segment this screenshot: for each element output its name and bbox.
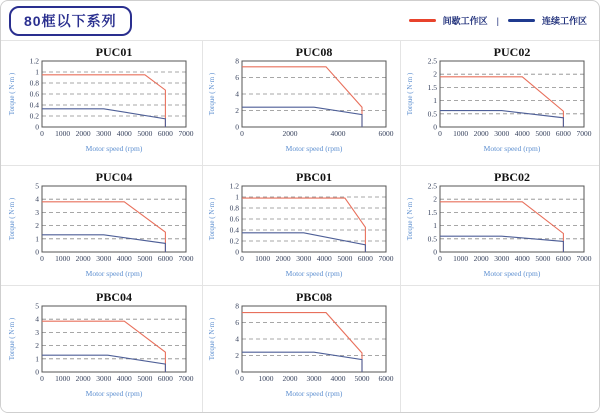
y-tick-label: 1.5 [427,82,437,92]
plot-border [440,61,584,127]
x-tick-label: 1000 [254,254,270,263]
chart-PBC02 [405,170,595,278]
plot-border [42,186,186,252]
chart-title: PBC08 [295,290,332,304]
x-tick-label: 1000 [54,254,70,263]
y-tick-label: 4 [234,334,239,344]
series-continuous [42,355,165,372]
y-tick-label: 2.5 [427,181,437,191]
y-tick-label: 2 [433,69,437,79]
x-tick-label: 7000 [178,129,193,138]
y-tick-label: 2 [34,341,39,351]
y-tick-label: 1 [433,221,437,231]
y-axis-label: Torque ( N·m ) [207,72,216,116]
legend-separator: | [496,15,499,26]
x-tick-label: 6000 [157,254,173,263]
y-tick-label: 4 [34,314,39,324]
x-tick-label: 2000 [473,129,489,138]
y-tick-label: 0.6 [229,214,239,224]
y-tick-label: 3 [34,327,39,337]
series-title-badge: 80框以下系列 [9,6,132,36]
x-tick-label: 5000 [136,254,152,263]
series-continuous [242,233,365,252]
x-tick-label: 2000 [282,374,297,383]
x-tick-label: 4000 [330,374,345,383]
chart-title: PBC01 [295,170,332,184]
chart-PBC08 [207,290,397,398]
y-tick-label: 1.2 [29,56,39,66]
chart-title: PBC02 [494,170,530,184]
y-tick-label: 4 [34,194,39,204]
y-tick-label: 2 [34,221,39,231]
x-tick-label: 3000 [306,374,321,383]
x-tick-label: 4000 [514,254,530,263]
x-tick-label: 0 [438,254,442,263]
chart-title: PBC04 [95,290,132,304]
x-tick-label: 5000 [136,374,152,383]
y-tick-label: 2 [234,106,239,115]
x-tick-label: 6000 [378,374,393,383]
x-tick-label: 4000 [316,254,332,263]
y-tick-label: 0 [433,247,437,257]
series-continuous [42,235,165,252]
x-tick-label: 4000 [514,129,530,138]
chart-title: PUC08 [295,45,332,59]
x-tick-label: 2000 [282,129,297,138]
y-tick-label: 2 [433,194,437,204]
chart-PUC02 [405,45,595,153]
chart-cell-PBC02 [401,166,599,286]
series-intermittent [242,67,362,127]
x-tick-label: 2000 [473,254,489,263]
y-tick-label: 0.2 [229,236,239,246]
y-tick-label: 0 [34,367,39,377]
x-tick-label: 0 [239,129,244,138]
x-tick-label: 0 [438,129,442,138]
legend-label-intermittent: 间歇工作区 [442,16,488,26]
x-tick-label: 0 [239,374,244,383]
x-axis-label: Motor speed (rpm) [85,389,142,398]
x-axis-label: Motor speed (rpm) [483,144,541,153]
x-axis-label: Motor speed (rpm) [285,144,342,153]
page-header [1,1,599,41]
x-tick-label: 2000 [275,254,291,263]
y-tick-label: 0.5 [427,234,437,244]
plot-border [440,186,584,252]
x-tick-label: 7000 [576,129,592,138]
y-tick-label: 0.6 [29,89,39,99]
y-tick-label: 0.8 [229,203,239,213]
y-tick-label: 8 [234,56,239,66]
x-tick-label: 7000 [178,374,193,383]
chart-PUC08 [207,45,397,153]
chart-title: PUC04 [95,170,132,184]
y-axis-label: Torque ( N·m ) [7,197,16,241]
x-tick-label: 3000 [295,254,311,263]
x-tick-label: 2000 [75,254,91,263]
series-continuous [440,111,563,127]
series-intermittent [440,202,563,252]
y-axis-label: Torque ( N·m ) [207,317,216,361]
y-tick-label: 1.2 [229,181,239,191]
x-tick-label: 1000 [453,254,469,263]
x-tick-label: 0 [39,254,44,263]
y-tick-label: 0.8 [29,78,39,88]
x-tick-label: 0 [39,374,44,383]
x-tick-label: 3000 [95,254,111,263]
chart-title: PUC01 [95,45,132,59]
series-continuous [440,236,563,252]
series-intermittent [242,313,362,372]
x-tick-label: 0 [239,254,244,263]
chart-cell-PUC02 [401,41,599,166]
x-tick-label: 6000 [157,129,173,138]
y-tick-label: 0.4 [229,225,239,235]
y-tick-label: 8 [234,301,239,311]
y-tick-label: 0 [234,122,239,132]
x-axis-label: Motor speed (rpm) [85,144,142,153]
x-tick-label: 4000 [116,129,132,138]
chart-cell-PUC04 [1,166,203,286]
y-tick-label: 0 [234,247,239,257]
y-axis-label: Torque ( N·m ) [7,72,16,116]
y-tick-label: 0 [433,122,437,132]
y-tick-label: 1 [234,192,239,202]
x-tick-label: 5000 [336,254,352,263]
x-tick-label: 3000 [494,129,510,138]
y-tick-label: 1 [34,67,39,77]
chart-PUC01 [7,45,197,153]
x-tick-label: 5000 [535,129,551,138]
intermittent-zone-line-icon [409,19,436,22]
x-tick-label: 3000 [494,254,510,263]
x-tick-label: 6000 [555,129,571,138]
continuous-zone-line-icon [508,19,535,22]
series-intermittent [42,202,165,252]
x-tick-label: 4000 [116,374,132,383]
x-tick-label: 1000 [258,374,273,383]
chart-cell-PBC08 [203,286,401,412]
x-tick-label: 7000 [378,254,393,263]
chart-PUC04 [7,170,197,278]
x-tick-label: 1000 [54,374,70,383]
chart-legend [409,14,587,27]
chart-PBC01 [207,170,397,278]
y-tick-label: 6 [234,73,239,82]
y-tick-label: 5 [34,301,39,311]
series-intermittent [242,198,365,252]
chart-title: PUC02 [493,45,531,59]
x-tick-label: 3000 [95,129,111,138]
x-tick-label: 6000 [357,254,373,263]
y-tick-label: 2 [234,351,239,360]
y-tick-label: 0 [34,122,39,132]
x-tick-label: 0 [39,129,44,138]
y-tick-label: 5 [34,181,39,191]
chart-PBC04 [7,290,197,398]
x-tick-label: 7000 [576,254,592,263]
y-axis-label: Torque ( N·m ) [7,317,16,361]
x-tick-label: 6000 [157,374,173,383]
x-tick-label: 4000 [116,254,132,263]
y-tick-label: 4 [234,89,239,99]
x-axis-label: Motor speed (rpm) [85,269,142,278]
x-tick-label: 5000 [136,129,152,138]
chart-cell-PBC01 [203,166,401,286]
y-axis-label: Torque ( N·m ) [406,72,414,116]
x-tick-label: 1000 [453,129,469,138]
y-tick-label: 1 [433,96,437,106]
series-intermittent [42,75,165,127]
x-tick-label: 6000 [378,129,393,138]
series-intermittent [440,77,563,127]
x-tick-label: 1000 [54,129,70,138]
x-axis-label: Motor speed (rpm) [285,389,342,398]
x-tick-label: 2000 [75,374,91,383]
y-tick-label: 6 [234,318,239,327]
charts-grid [1,41,599,412]
chart-cell-PUC08 [203,41,401,166]
series-intermittent [42,321,165,372]
x-tick-label: 6000 [555,254,571,263]
y-tick-label: 3 [34,207,39,217]
x-tick-label: 4000 [330,129,345,138]
y-tick-label: 1 [34,354,39,364]
y-tick-label: 2.5 [427,56,437,66]
x-tick-label: 5000 [535,254,551,263]
y-tick-label: 0 [34,247,39,257]
chart-cell-PBC04 [1,286,203,412]
series-continuous [42,109,165,127]
y-tick-label: 1 [34,234,39,244]
y-tick-label: 0.4 [29,100,39,110]
x-tick-label: 7000 [178,254,193,263]
x-axis-label: Motor speed (rpm) [483,269,541,278]
plot-border [42,306,186,372]
x-tick-label: 5000 [354,374,369,383]
empty-cell [401,286,599,412]
x-tick-label: 2000 [75,129,91,138]
y-tick-label: 0.5 [427,109,437,119]
x-tick-label: 3000 [95,374,111,383]
y-tick-label: 0 [234,367,239,377]
y-tick-label: 0.2 [29,111,39,121]
y-axis-label: Torque ( N·m ) [406,197,414,241]
y-tick-label: 1.5 [427,207,437,217]
x-axis-label: Motor speed (rpm) [285,269,342,278]
legend-label-continuous: 连续工作区 [541,16,587,26]
chart-cell-PUC01 [1,41,203,166]
y-axis-label: Torque ( N·m ) [207,197,216,241]
